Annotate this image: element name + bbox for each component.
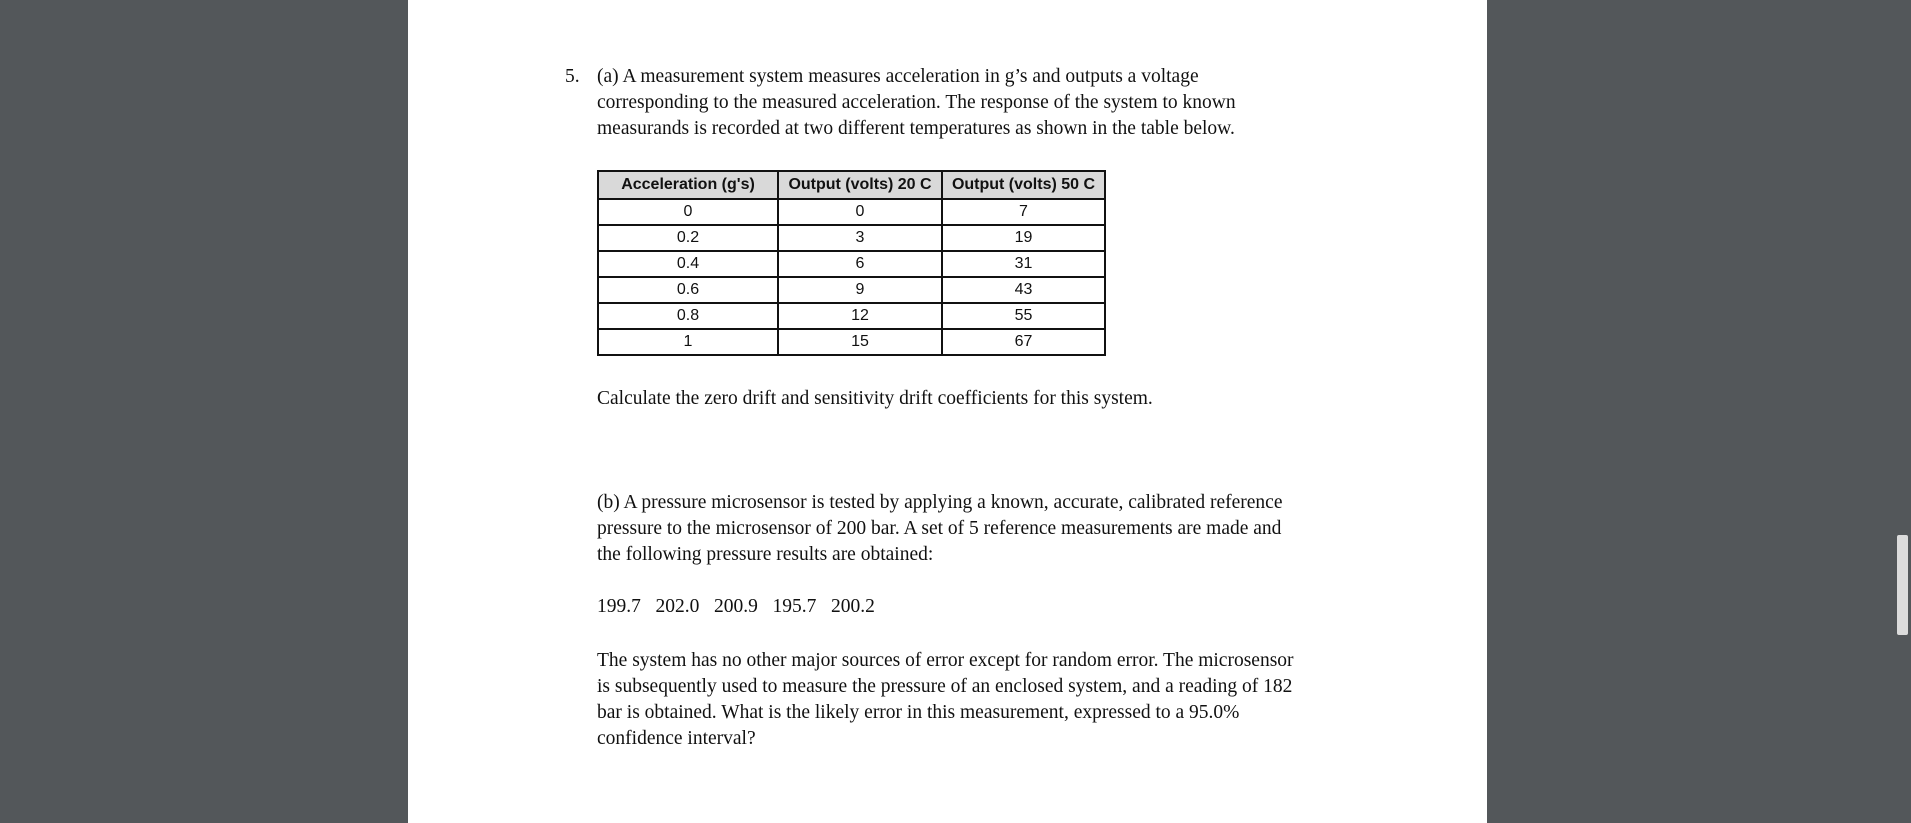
header-acceleration: Acceleration (g's) xyxy=(598,171,778,199)
part-a-intro xyxy=(597,64,1367,142)
table-row xyxy=(598,329,1105,355)
table-cell: 0.8 xyxy=(598,303,778,329)
table-cell: 55 xyxy=(942,303,1105,329)
table-cell: 6 xyxy=(778,251,942,277)
table-cell: 0.4 xyxy=(598,251,778,277)
table-row xyxy=(598,277,1105,303)
table-cell: 19 xyxy=(942,225,1105,251)
table-cell: 67 xyxy=(942,329,1105,355)
table-cell: 31 xyxy=(942,251,1105,277)
table-cell: 0 xyxy=(778,199,942,225)
pressure-measurements: 199.7 202.0 200.9 195.7 200.2 xyxy=(597,596,875,617)
table-cell: 15 xyxy=(778,329,942,355)
part-b-closing-line: The system has no other major sources of error except for random error. The microsensor xyxy=(597,650,1294,671)
table-cell: 0.2 xyxy=(598,225,778,251)
table-cell: 3 xyxy=(778,225,942,251)
part-a-line: corresponding to the measured acceleration. The response of the system to known xyxy=(597,92,1236,113)
part-a-line: (a) A measurement system measures acceleration in g’s and outputs a voltage xyxy=(597,66,1199,87)
table-cell: 1 xyxy=(598,329,778,355)
part-b-closing-line: bar is obtained. What is the likely error in this measurement, expressed to a 95.0% xyxy=(597,702,1240,723)
vertical-scrollbar[interactable] xyxy=(1894,0,1911,823)
part-b-intro xyxy=(597,490,1367,568)
table-cell: 12 xyxy=(778,303,942,329)
part-a-line: measurands is recorded at two different temperatures as shown in the table below. xyxy=(597,118,1235,139)
table-header-row xyxy=(598,171,1105,199)
table-cell: 0 xyxy=(598,199,778,225)
table-cell: 0.6 xyxy=(598,277,778,303)
part-b-closing-line: confidence interval? xyxy=(597,728,756,749)
table-cell: 7 xyxy=(942,199,1105,225)
part-a-question: Calculate the zero drift and sensitivity drift coefficients for this system. xyxy=(597,388,1153,409)
table-row xyxy=(598,303,1105,329)
table-row xyxy=(598,251,1105,277)
part-b-line: pressure to the microsensor of 200 bar. A set of 5 reference measurements are made and xyxy=(597,518,1282,539)
table-cell: 43 xyxy=(942,277,1105,303)
header-output-50c: Output (volts) 50 C xyxy=(942,171,1105,199)
table-row xyxy=(598,225,1105,251)
part-b-line: (b) A pressure microsensor is tested by applying a known, accurate, calibrated reference xyxy=(597,492,1283,513)
acceleration-table xyxy=(597,170,1106,356)
scrollbar-thumb[interactable] xyxy=(1897,535,1908,635)
table-row xyxy=(598,199,1105,225)
part-b-closing-line: is subsequently used to measure the pressure of an enclosed system, and a reading of 182 xyxy=(597,676,1293,697)
question-number: 5. xyxy=(565,66,580,87)
table-cell: 9 xyxy=(778,277,942,303)
header-output-20c: Output (volts) 20 C xyxy=(778,171,942,199)
part-b-line: the following pressure results are obtained: xyxy=(597,544,934,565)
part-b-closing xyxy=(597,648,1367,752)
